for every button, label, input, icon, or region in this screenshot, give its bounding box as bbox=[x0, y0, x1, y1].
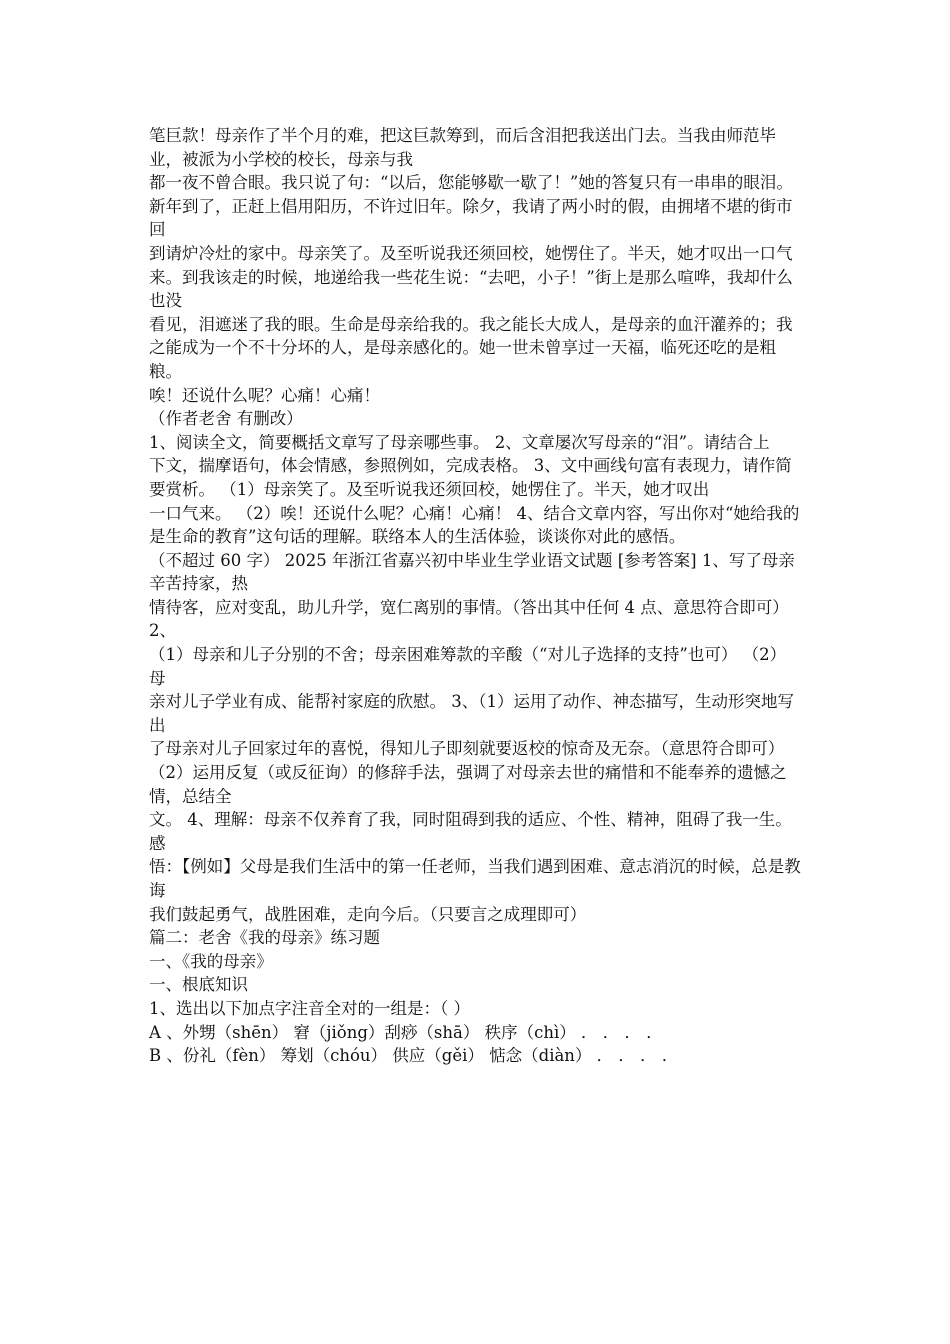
answer-text: 情待客，应对变乱，助儿升学，宽仁离别的事情。（答出其中任何 4 点、意思符合即可） 2、 bbox=[149, 597, 789, 641]
exercise-option: B 、份礼（fèn） 筹划（chóu） 供应（gěi） 惦念（diàn） ． ． ． ． bbox=[149, 1046, 679, 1066]
question-text: 1、阅读全文，简要概括文章写了母亲哪些事。 2、文章屡次写母亲的“泪”。请结合上 bbox=[149, 432, 770, 452]
answer-text: 文。 4、理解：母亲不仅养育了我，同时阻碍到我的适应、个性、精神，阻碍了我一生。 感 bbox=[149, 810, 792, 853]
text-line: 新年到了，正赶上倡用阳历，不许过旧年。除夕，我请了两小时的假，由拥堵不堪的街市回 bbox=[149, 196, 793, 240]
answer-text: （不超过 60 字） 2025 年浙江省嘉兴初中毕业生学业语文试题 [参考答案] 1、写了母亲辛苦持家，热 bbox=[149, 550, 795, 594]
document-body bbox=[149, 124, 801, 1068]
author-note: （作者老舍 有删改） bbox=[149, 409, 303, 429]
text-line: 到请炉冷灶的家中。母亲笑了。及至听说我还须回校，她愣住了。半天，她才叹出一口气来。到我该走的时候，地递给我一些花生说：“去吧，小子！”街上是那么喧哗，我却什么也没 bbox=[149, 243, 793, 311]
exercise-option: A 、外甥（shēn） 窘（jiǒng）刮痧（shā） 秩序（chì） ． ． ． ． bbox=[149, 1022, 663, 1042]
answer-text: 了母亲对儿子回家过年的喜悦，得知儿子即刻就要返校的惊奇及无奈。（意思符合即可） （2）运用反复（或反征询）的修辞手法，强调了对母亲去世的痛惜和不能奉养的遗憾之情，总结全 bbox=[149, 739, 787, 806]
section-heading: 一、根底知识 bbox=[149, 975, 248, 995]
answer-text: （1）母亲和儿子分别的不舍；母亲困难筹款的辛酸（“对儿子选择的支持”也可） （2）母 bbox=[149, 645, 787, 688]
exercise-question: 1、选出以下加点字注音全对的一组是：（ ） bbox=[149, 998, 470, 1018]
text-line: 唉！还说什么呢？心痛！心痛！ bbox=[149, 385, 380, 405]
answer-text: 我们鼓起勇气，战胜困难，走向今后。（只要言之成理即可） bbox=[149, 904, 587, 924]
answer-text: 悟：【例如】父母是我们生活中的第一任老师，当我们遇到困难、意志消沉的时候，总是教诲 bbox=[149, 857, 801, 900]
question-text: 是生命的教育”这句话的理解。联络本人的生活体验，谈谈你对此的感悟。 bbox=[149, 527, 686, 547]
text-line: 都一夜不曾合眼。我只说了句：“以后，您能够歇一歇了！”她的答复只有一串串的眼泪。 bbox=[149, 173, 793, 193]
text-line: 看见，泪遮迷了我的眼。生命是母亲给我的。我之能长大成人，是母亲的血汗灌养的；我之能成为一个不十分坏的人，是母亲感化的。她一世未曾享过一天福，临死还吃的是粗粮。 bbox=[149, 314, 793, 381]
text-line: 笔巨款！母亲作了半个月的难，把这巨款筹到，而后含泪把我送出门去。当我由师范毕业，被派为小学校的校长，母亲与我 bbox=[149, 126, 776, 169]
answer-text: 亲对儿子学业有成、能帮衬家庭的欣慰。 3、（1）运用了动作、神态描写，生动形突地写出 bbox=[149, 692, 794, 735]
section-heading: 篇二：老舍《我的母亲》练习题 bbox=[149, 928, 380, 948]
question-text: 一口气来。 （2）唉！还说什么呢？心痛！心痛！ 4、结合文章内容，写出你对“她给我的 bbox=[149, 503, 800, 523]
question-text: 下文，揣摩语句，体会情感，参照例如，完成表格。 3、文中画线句富有表现力，请作简要赏析。 （1）母亲笑了。及至听说我还须回校，她愣住了。半天，她才叹出 bbox=[149, 456, 792, 499]
section-heading: 一、《我的母亲》 bbox=[149, 951, 273, 971]
